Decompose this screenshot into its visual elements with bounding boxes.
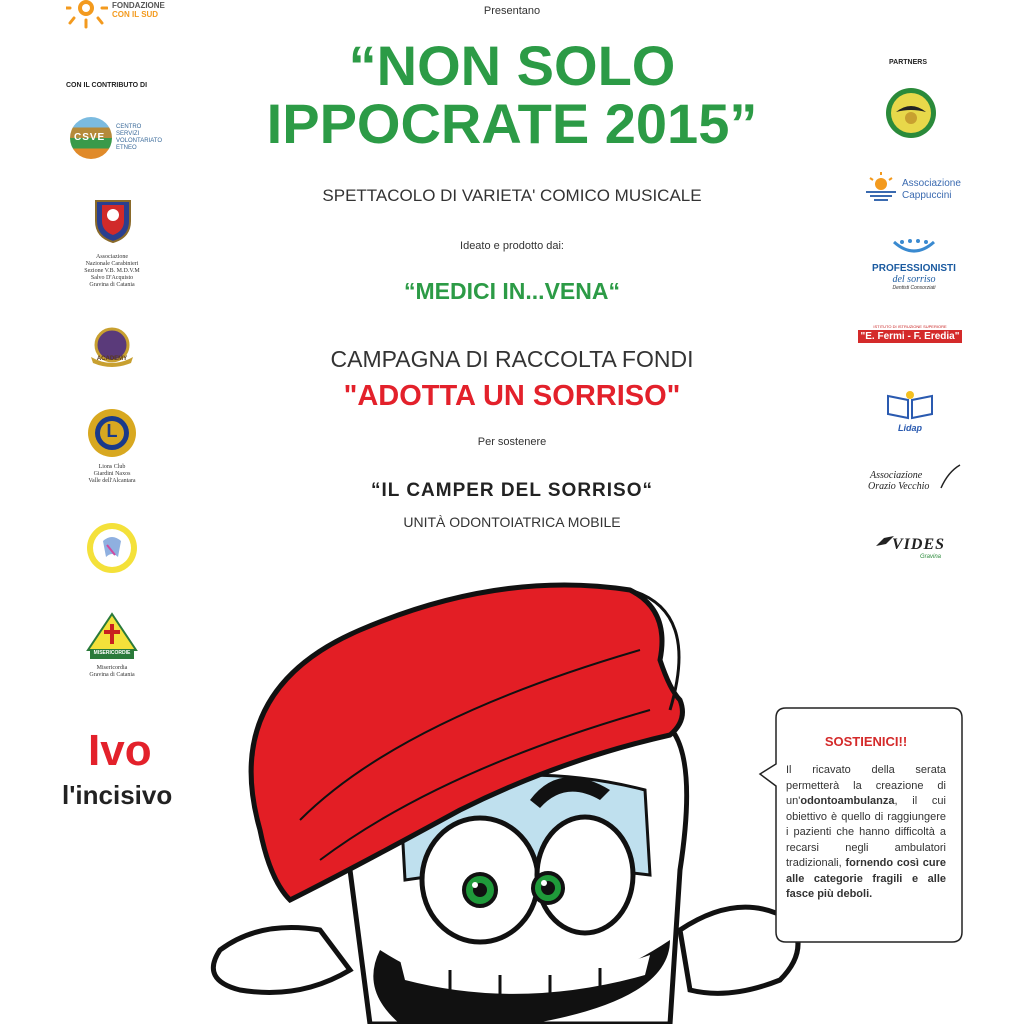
orazio-l1: Associazione xyxy=(870,470,923,481)
csve-l2: SERVIZI xyxy=(116,131,140,137)
misericordie-mark: MISERICORDIE xyxy=(93,650,131,656)
main-title xyxy=(212,36,812,154)
bubble-text2: , il cui obiettivo è quello di raggiungere i pazienti che hanno difficoltà a recarsi negli ambulatori tradizionali, xyxy=(786,795,946,869)
foundation-line1: FONDAZIONE xyxy=(112,1,165,10)
academy-text: ACADEMY xyxy=(96,356,128,362)
quill-pen-icon xyxy=(938,464,962,490)
professionisti-smile-icon xyxy=(884,238,944,258)
vides-sub: Gravina xyxy=(920,554,942,560)
bubble-bold2: fornendo così cure alle categorie fragili e alle fasce più deboli. xyxy=(786,857,946,900)
fermi-text: "E. Fermi - F. Eredia" xyxy=(858,330,962,343)
fondazione-logo xyxy=(66,0,176,30)
bubble-text1: Il ricavato della serata permetterà la creazione di un' xyxy=(786,764,946,807)
per-sostenere-text: Per sostenere xyxy=(477,436,547,448)
ideato-text: Ideato e prodotto dai: xyxy=(460,240,564,252)
lions-mark: L xyxy=(106,421,118,441)
lions-l2: Giardini Naxos xyxy=(93,471,131,477)
miseri-l1: Misericordia xyxy=(96,665,128,671)
carab-l3: Sezione V.B. M.D.V.M xyxy=(84,268,140,274)
fermi-logo xyxy=(858,324,962,352)
csve-l4: ETNEO xyxy=(116,145,137,151)
cappuccini-l1: Associazione xyxy=(902,178,961,189)
orazio-l2: Orazio Vecchio xyxy=(868,481,930,492)
prof-l2: del sorriso xyxy=(892,274,936,285)
carab-l5: Gravina di Catania xyxy=(89,282,135,288)
carab-l4: Salvo D'Acquisto xyxy=(90,275,134,281)
unita-text: UNITÀ ODONTOIATRICA MOBILE xyxy=(403,514,621,530)
vides-logo xyxy=(874,534,954,566)
vides-text: VIDES xyxy=(892,536,946,553)
lions-l3: Valle dell'Alcantara xyxy=(88,478,136,484)
camper-text: “IL CAMPER DEL SORRISO“ xyxy=(371,480,653,501)
campaign-text: CAMPAGNA DI RACCOLTA FONDI xyxy=(330,346,694,372)
bubble-bold1: odontoambulanza xyxy=(800,795,895,807)
lions-text xyxy=(72,464,152,485)
adotta-text: "ADOTTA UN SORRISO" xyxy=(343,380,681,412)
carab-l2: Nazionale Carabinieri xyxy=(85,261,139,267)
carabinieri-shield-icon xyxy=(94,197,132,243)
contrib-label: CON IL CONTRIBUTO DI xyxy=(66,82,148,89)
csve-mark: CSVE xyxy=(74,132,106,143)
medici-text: “MEDICI IN...VENA“ xyxy=(404,278,620,304)
presents-text: Presentano xyxy=(483,5,541,17)
cappuccini-sun-icon xyxy=(862,170,900,204)
partners-label: PARTNERS xyxy=(889,59,927,66)
misericordie-text xyxy=(72,665,152,679)
csve-l1: CENTRO xyxy=(116,124,142,130)
prof-l1: PROFESSIONISTI xyxy=(872,263,956,274)
lidap-logo xyxy=(880,390,940,436)
cappuccini-logo xyxy=(862,170,972,206)
lions-l1: Lions Club xyxy=(98,464,126,470)
carab-l1: Associazione xyxy=(96,254,128,260)
orazio-logo xyxy=(862,470,962,500)
mascot-name: Ivo xyxy=(88,726,152,775)
sun-icon xyxy=(66,0,108,30)
carabinieri-text xyxy=(72,254,152,289)
cappuccini-l2: Cappuccini xyxy=(902,190,952,201)
partner-round-logo-icon xyxy=(884,86,938,140)
academy-logo xyxy=(87,325,137,367)
csve-l3: VOLONTARIATO xyxy=(116,138,163,144)
subtitle: SPETTACOLO DI VARIETA' COMICO MUSICALE xyxy=(322,186,702,205)
lions-logo xyxy=(86,407,138,459)
speech-bubble xyxy=(786,734,946,903)
title-line2: IPPOCRATE 2015” xyxy=(266,92,758,155)
dental-circle-logo-icon xyxy=(85,521,139,575)
lidap-book-icon xyxy=(884,390,936,420)
foundation-line2: CON IL SUD xyxy=(112,10,159,19)
prof-l3: Dentisti Consorziati xyxy=(892,285,936,291)
lidap-text: Lidap xyxy=(898,423,922,433)
csve-logo xyxy=(70,117,165,161)
mascot-ivo-illustration xyxy=(200,570,820,1024)
fermi-top: ISTITUTO DI ISTRUZIONE SUPERIORE xyxy=(873,324,947,329)
mascot-tagline: l'incisivo xyxy=(62,780,173,810)
professionisti-logo xyxy=(868,238,960,294)
miseri-l2: Gravina di Catania xyxy=(89,672,135,678)
title-line1: “NON SOLO xyxy=(348,34,676,97)
bubble-body xyxy=(786,763,946,903)
bubble-title: SOSTIENICI!! xyxy=(824,734,908,749)
